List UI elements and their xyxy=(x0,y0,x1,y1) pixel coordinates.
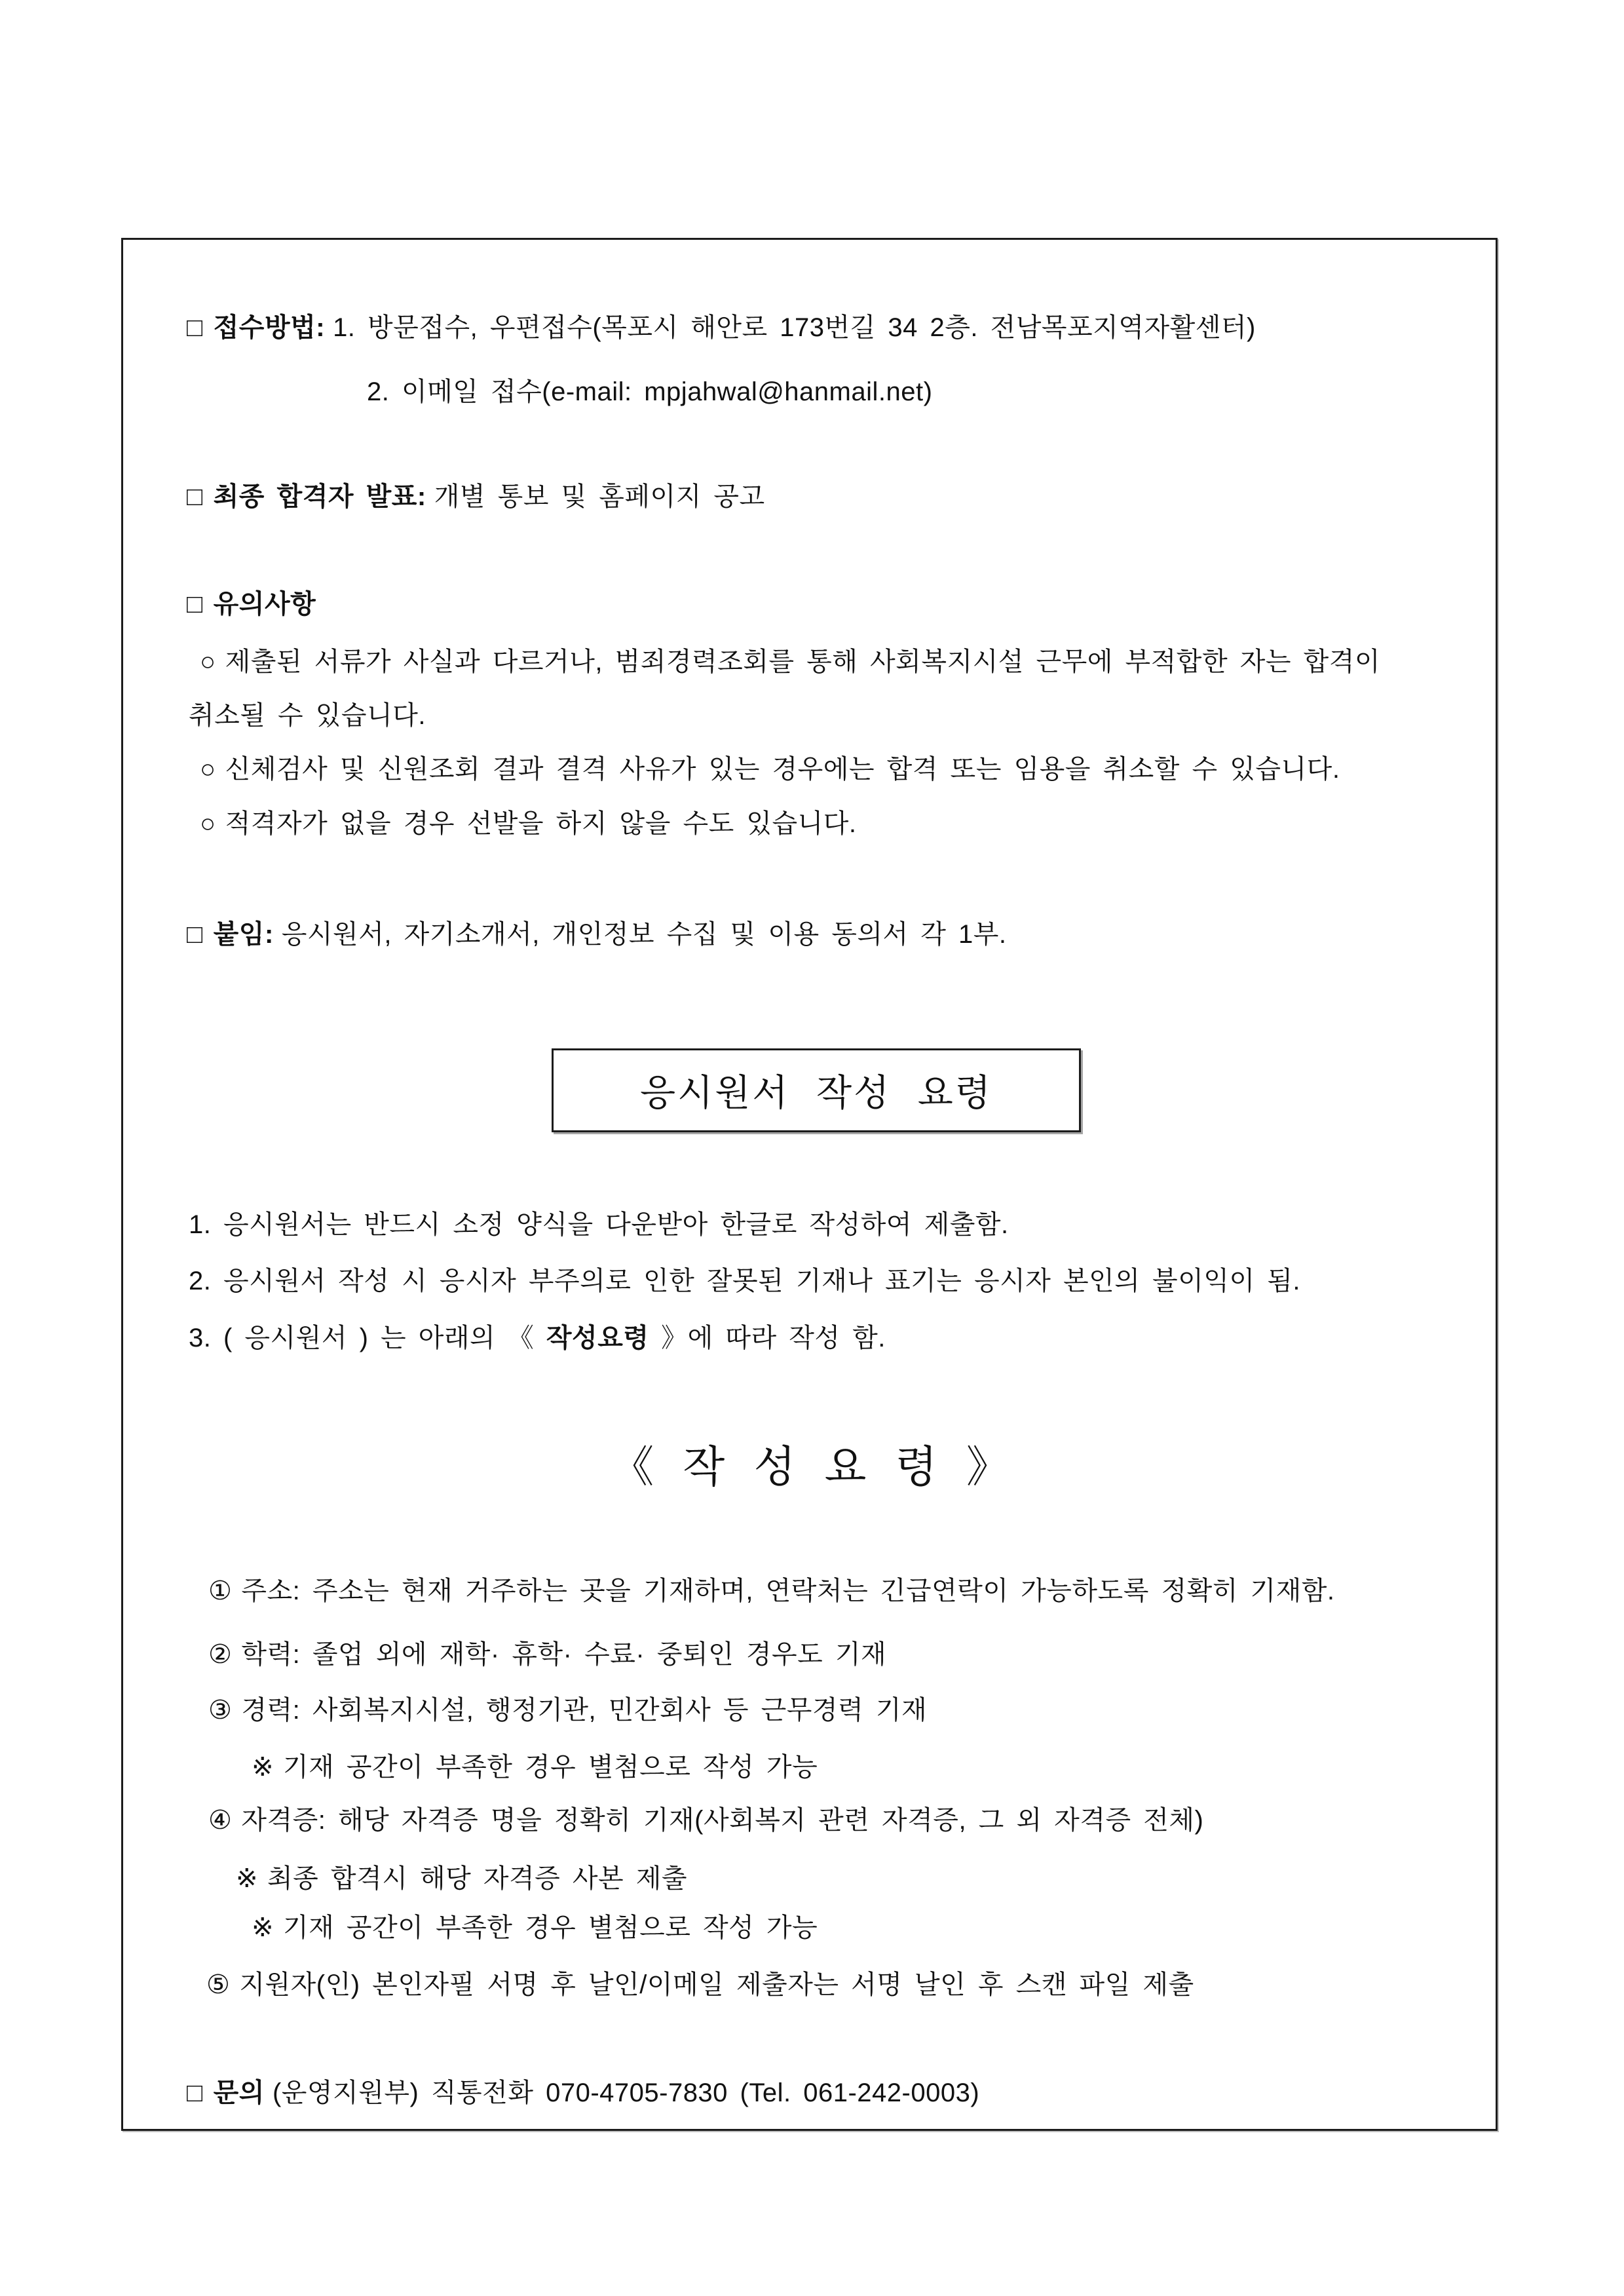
instruction-2-text: 2. 응시원서 작성 시 응시자 부주의로 인한 잘못된 기재나 표기는 응시자 본인의 불이익이 됨. xyxy=(189,1267,1300,1295)
instruction-3-bold: 작성요령 xyxy=(546,1324,649,1352)
contact-line xyxy=(187,2077,979,2109)
instruction-1-line xyxy=(189,1209,1009,1240)
notes-item1-text: 제출된 서류가 사실과 다르거나, 범죄경력조회를 통해 사회복지시설 근무에 부적합한 자는 합격이 xyxy=(225,647,1381,676)
notes-item3-text: 적격자가 없을 경우 선발을 하지 않을 수도 있습니다. xyxy=(225,809,857,838)
form-guide-title-box xyxy=(552,1048,1081,1132)
guide-item-1-line xyxy=(208,1575,1335,1607)
instruction-3-suffix: 》에 따라 작성 함. xyxy=(649,1324,886,1352)
attachment-line xyxy=(187,919,1007,950)
square-bullet-icon: □ xyxy=(187,482,203,511)
final-announcement-line xyxy=(187,481,765,512)
notes-header-label: 유의사항 xyxy=(213,590,316,619)
square-bullet-icon: □ xyxy=(187,2078,203,2107)
final-announcement-text: 개별 통보 및 홈페이지 공고 xyxy=(434,482,765,511)
square-bullet-icon: □ xyxy=(187,590,203,619)
notes-item1-line2 xyxy=(189,700,426,731)
writing-guide-heading: 《 작 성 요 령 》 xyxy=(611,1442,1013,1491)
guide-item-4-line xyxy=(208,1805,1203,1836)
guide-note-2-text: 최종 합격시 해당 자격증 사본 제출 xyxy=(267,1864,688,1893)
instruction-1-text: 1. 응시원서는 반드시 소정 양식을 다운받아 한글로 작성하여 제출함. xyxy=(189,1210,1009,1239)
guide-item-2-text: 학력: 졸업 외에 재학· 휴학· 수료· 중퇴인 경우도 기재 xyxy=(241,1640,887,1669)
reference-mark-icon: ※ xyxy=(252,1753,274,1782)
contact-text: (운영지원부) 직통전화 070-4705-7830 (Tel. 061-242-0003) xyxy=(272,2078,980,2107)
guide-note-2-line xyxy=(236,1863,687,1894)
guide-note-1-line xyxy=(252,1751,818,1783)
reference-mark-icon: ※ xyxy=(252,1913,274,1942)
reception-method-line xyxy=(187,312,1256,343)
form-guide-title: 응시원서 작성 요령 xyxy=(640,1072,992,1113)
notes-item1-line1 xyxy=(200,646,1380,678)
notes-item1-continuation: 취소될 수 있습니다. xyxy=(189,701,426,730)
notes-header-line xyxy=(187,588,316,620)
circled-2-icon: ② xyxy=(208,1640,233,1669)
final-announcement-label: 최종 합격자 발표: xyxy=(213,482,426,511)
circle-bullet-icon: ○ xyxy=(200,647,216,676)
circled-1-icon: ① xyxy=(208,1577,233,1605)
notes-item3-line xyxy=(200,808,857,839)
square-bullet-icon: □ xyxy=(187,313,203,342)
notes-item2-line xyxy=(200,754,1340,785)
notes-item2-text: 신체검사 및 신원조회 결과 결격 사유가 있는 경우에는 합격 또는 임용을 취소할 수 있습니다. xyxy=(225,755,1340,784)
guide-note-3-line xyxy=(252,1912,818,1943)
guide-item-1-text: 주소: 주소는 현재 거주하는 곳을 기재하며, 연락처는 긴급연락이 가능하도록 정확히 기재함. xyxy=(241,1577,1335,1605)
guide-note-3-text: 기재 공간이 부족한 경우 별첨으로 작성 가능 xyxy=(283,1913,818,1942)
circled-5-icon: ⑤ xyxy=(206,1970,231,1999)
circled-3-icon: ③ xyxy=(208,1696,233,1725)
guide-item-4-text: 자격증: 해당 자격증 명을 정확히 기재(사회복지 관련 자격증, 그 외 자격증 전체) xyxy=(241,1806,1204,1835)
reference-mark-icon: ※ xyxy=(236,1864,259,1893)
reception-method-label: 접수방법: xyxy=(213,313,326,342)
attachment-text: 응시원서, 자기소개서, 개인정보 수집 및 이용 동의서 각 1부. xyxy=(281,920,1007,949)
instruction-2-line xyxy=(189,1265,1300,1297)
reception-email-text: 2. 이메일 접수(e-mail: mpjahwal@hanmail.net) xyxy=(367,377,933,406)
instruction-3-prefix: 3. ( 응시원서 ) 는 아래의 《 xyxy=(189,1324,546,1352)
circle-bullet-icon: ○ xyxy=(200,755,216,784)
circled-4-icon: ④ xyxy=(208,1806,233,1835)
guide-item-5-text: 지원자(인) 본인자필 서명 후 날인/이메일 제출자는 서명 날인 후 스캔 파일 제출 xyxy=(239,1970,1194,1999)
guide-item-2-line xyxy=(208,1639,886,1670)
square-bullet-icon: □ xyxy=(187,920,203,949)
circle-bullet-icon: ○ xyxy=(200,809,216,838)
guide-item-3-line xyxy=(208,1694,927,1726)
attachment-label: 붙임: xyxy=(213,920,274,949)
reception-email-line xyxy=(367,376,932,408)
guide-item-5-line xyxy=(206,1969,1194,2000)
page-border xyxy=(121,238,1498,2131)
guide-item-3-text: 경력: 사회복지시설, 행정기관, 민간회사 등 근무경력 기재 xyxy=(241,1696,928,1725)
guide-note-1-text: 기재 공간이 부족한 경우 별첨으로 작성 가능 xyxy=(283,1753,818,1782)
reception-method-text: 1. 방문접수, 우편접수(목포시 해안로 173번길 34 2층. 전남목포지역자활센터) xyxy=(333,313,1256,342)
contact-label: 문의 xyxy=(213,2078,265,2107)
instruction-3-line xyxy=(189,1322,886,1354)
